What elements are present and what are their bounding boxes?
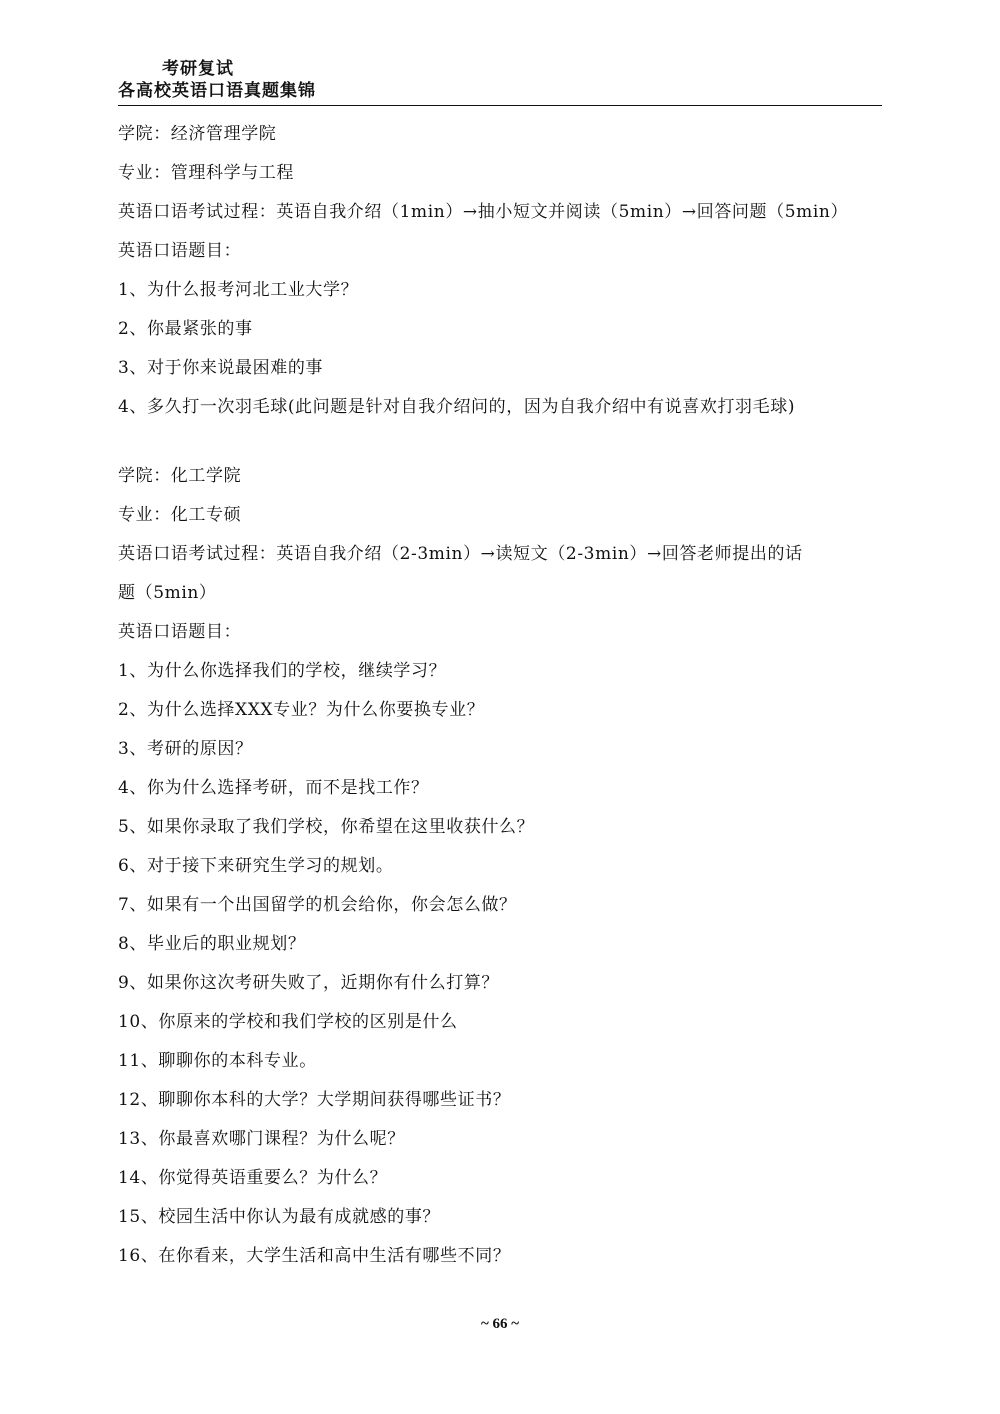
exam-process: 英语口语考试过程：英语自我介绍（1min）→抽小短文并阅读（5min）→回答问题（5min） bbox=[118, 202, 849, 222]
question-item: 13、你最喜欢哪门课程？为什么呢？ bbox=[118, 1129, 405, 1149]
question-item: 1、为什么报考河北工业大学？ bbox=[118, 280, 359, 300]
question-item: 1、为什么你选择我们的学校，继续学习？ bbox=[118, 661, 447, 681]
section-chemical bbox=[118, 457, 888, 1276]
major-label: 专业：化工专硕 bbox=[118, 505, 242, 525]
question-item: 8、毕业后的职业规划？ bbox=[118, 934, 306, 954]
question-item: 2、你最紧张的事 bbox=[118, 319, 253, 339]
questions-title: 英语口语题目： bbox=[118, 241, 242, 261]
question-item: 14、你觉得英语重要么？为什么？ bbox=[118, 1168, 388, 1188]
question-item: 11、聊聊你的本科专业。 bbox=[118, 1051, 317, 1071]
question-item: 15、校园生活中你认为最有成就感的事？ bbox=[118, 1207, 441, 1227]
page-number: ~ 66 ~ bbox=[480, 1316, 520, 1332]
college-label: 学院：经济管理学院 bbox=[118, 124, 277, 144]
question-item: 5、如果你录取了我们学校，你希望在这里收获什么？ bbox=[118, 817, 535, 837]
college-label: 学院：化工学院 bbox=[118, 466, 242, 486]
header-title: 考研复试 bbox=[162, 59, 234, 79]
major-label: 专业：管理科学与工程 bbox=[118, 163, 294, 183]
question-item: 2、为什么选择XXX专业？为什么你要换专业？ bbox=[118, 700, 485, 720]
exam-process: 英语口语考试过程：英语自我介绍（2-3min）→读短文（2-3min）→回答老师提出的话 bbox=[118, 544, 803, 564]
question-item: 9、如果你这次考研失败了，近期你有什么打算？ bbox=[118, 973, 500, 993]
question-item: 3、对于你来说最困难的事 bbox=[118, 358, 324, 378]
header-divider bbox=[118, 105, 882, 106]
document-body bbox=[118, 115, 888, 1276]
exam-process-continuation: 题（5min） bbox=[118, 583, 217, 603]
section-economics bbox=[118, 115, 888, 427]
question-item: 16、在你看来，大学生活和高中生活有哪些不同？ bbox=[118, 1246, 511, 1266]
question-item: 12、聊聊你本科的大学？大学期间获得哪些证书？ bbox=[118, 1090, 511, 1110]
header-subtitle: 各高校英语口语真题集锦 bbox=[118, 81, 316, 101]
question-item: 7、如果有一个出国留学的机会给你，你会怎么做？ bbox=[118, 895, 517, 915]
question-item: 3、考研的原因？ bbox=[118, 739, 253, 759]
question-item: 4、多久打一次羽毛球(此问题是针对自我介绍问的，因为自我介绍中有说喜欢打羽毛球) bbox=[118, 397, 796, 417]
question-item: 6、对于接下来研究生学习的规划。 bbox=[118, 856, 394, 876]
questions-title: 英语口语题目： bbox=[118, 622, 242, 642]
question-item: 4、你为什么选择考研，而不是找工作？ bbox=[118, 778, 429, 798]
question-item: 10、你原来的学校和我们学校的区别是什么 bbox=[118, 1012, 458, 1032]
section-spacer bbox=[118, 427, 888, 457]
page-header bbox=[118, 58, 880, 102]
